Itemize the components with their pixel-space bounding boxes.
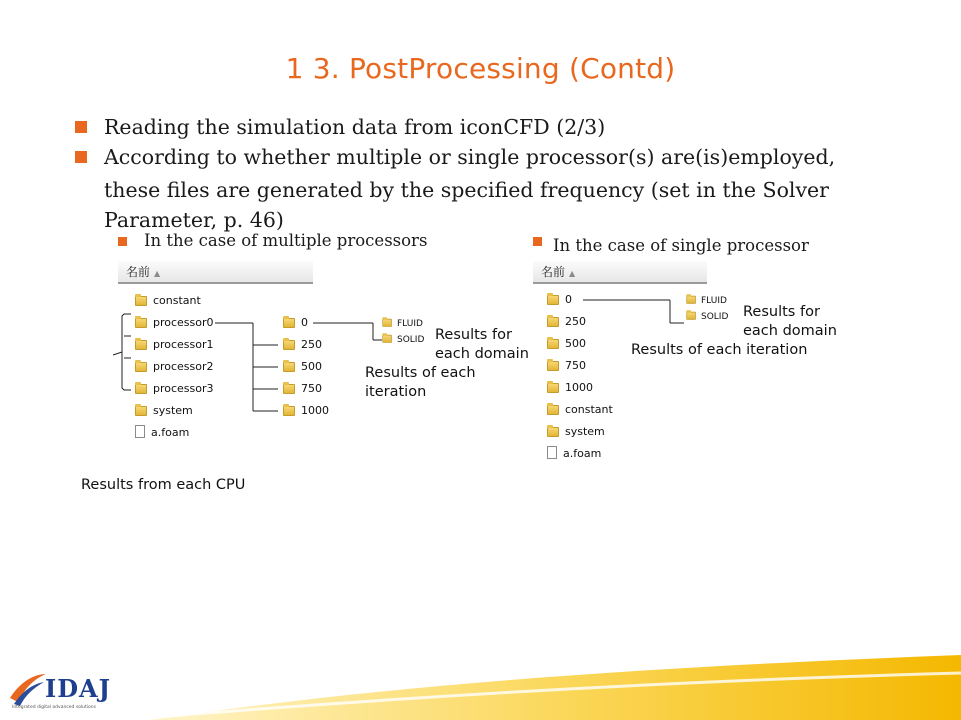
sort-up-icon: ▲ xyxy=(569,269,576,278)
note-iteration-line2: iteration xyxy=(365,384,427,400)
folder-label: processor3 xyxy=(153,382,214,395)
folder-label: FLUID xyxy=(397,319,423,329)
folder-icon xyxy=(547,425,560,437)
folder-icon xyxy=(547,315,560,327)
heading-single: In the case of single processor xyxy=(553,236,809,255)
domain-folder[interactable] xyxy=(685,293,727,307)
folder-item[interactable] xyxy=(547,379,593,397)
note-iteration-line1: Results of each xyxy=(365,365,476,381)
note-domain-line2: each domain xyxy=(435,346,529,362)
folder-label: processor1 xyxy=(153,338,214,351)
note-domain-line2: each domain xyxy=(743,323,837,339)
logo-text: IDAJ xyxy=(45,674,112,703)
folder-item[interactable] xyxy=(547,291,572,309)
heading-multiple: In the case of multiple processors xyxy=(144,231,428,250)
folder-item[interactable] xyxy=(547,313,586,331)
folder-item[interactable] xyxy=(547,401,613,419)
domain-folder[interactable] xyxy=(685,309,728,323)
folder-label: 1000 xyxy=(301,404,329,417)
file-item[interactable] xyxy=(547,445,601,463)
folder-icon xyxy=(547,337,560,349)
file-icon xyxy=(547,446,557,459)
folder-label: 250 xyxy=(301,338,322,351)
folder-item[interactable] xyxy=(547,357,586,375)
folder-label: constant xyxy=(565,403,613,416)
note-domain-line1: Results for xyxy=(743,304,820,320)
folder-label: 750 xyxy=(301,382,322,395)
folder-icon xyxy=(547,403,560,415)
file-label: a.foam xyxy=(151,426,190,439)
folder-icon xyxy=(547,381,560,393)
folder-label: 0 xyxy=(301,316,308,329)
folder-label: system xyxy=(153,404,193,417)
bullet-according-line3: Parameter, p. 46) xyxy=(104,208,284,232)
folder-label: system xyxy=(565,425,605,438)
folder-label: 500 xyxy=(301,360,322,373)
bullet-reading: Reading the simulation data from iconCFD (2/3) xyxy=(104,115,606,139)
folder-label: FLUID xyxy=(701,296,727,306)
logo-tagline: Integrated digital advanced solutions xyxy=(12,705,96,710)
column-header-name[interactable] xyxy=(533,261,707,284)
note-iteration: Results of each iteration xyxy=(631,342,808,358)
folder-label: constant xyxy=(153,294,201,307)
folder-label: processor0 xyxy=(153,316,214,329)
folder-icon xyxy=(547,359,560,371)
slide-title: 1 3. PostProcessing (Contd) xyxy=(285,52,676,85)
file-label: a.foam xyxy=(563,447,602,460)
sort-up-icon: ▲ xyxy=(154,269,161,278)
folder-icon xyxy=(547,293,560,305)
folder-item[interactable] xyxy=(547,335,586,353)
bullet-according-line1: According to whether multiple or single processor(s) are(is)employed, xyxy=(104,145,836,169)
swoosh-icon xyxy=(8,668,48,708)
folder-label: 0 xyxy=(565,293,572,306)
folder-item[interactable] xyxy=(547,423,605,441)
folder-icon xyxy=(686,294,696,304)
folder-label: 1000 xyxy=(565,381,593,394)
company-logo xyxy=(8,668,148,716)
folder-label: processor2 xyxy=(153,360,214,373)
folder-icon xyxy=(686,310,696,320)
folder-label: 250 xyxy=(565,315,586,328)
folder-label: 500 xyxy=(565,337,586,350)
bullet-according-line2: these files are generated by the specified frequency (set in the Solver xyxy=(104,178,829,202)
column-header-label: 名前 xyxy=(541,265,566,279)
folder-label: 750 xyxy=(565,359,586,372)
note-cpu: Results from each CPU xyxy=(81,477,246,493)
note-domain-line1: Results for xyxy=(435,327,512,343)
folder-label: SOLID xyxy=(701,312,729,322)
folder-label: SOLID xyxy=(397,335,425,345)
column-header-label: 名前 xyxy=(126,265,151,279)
